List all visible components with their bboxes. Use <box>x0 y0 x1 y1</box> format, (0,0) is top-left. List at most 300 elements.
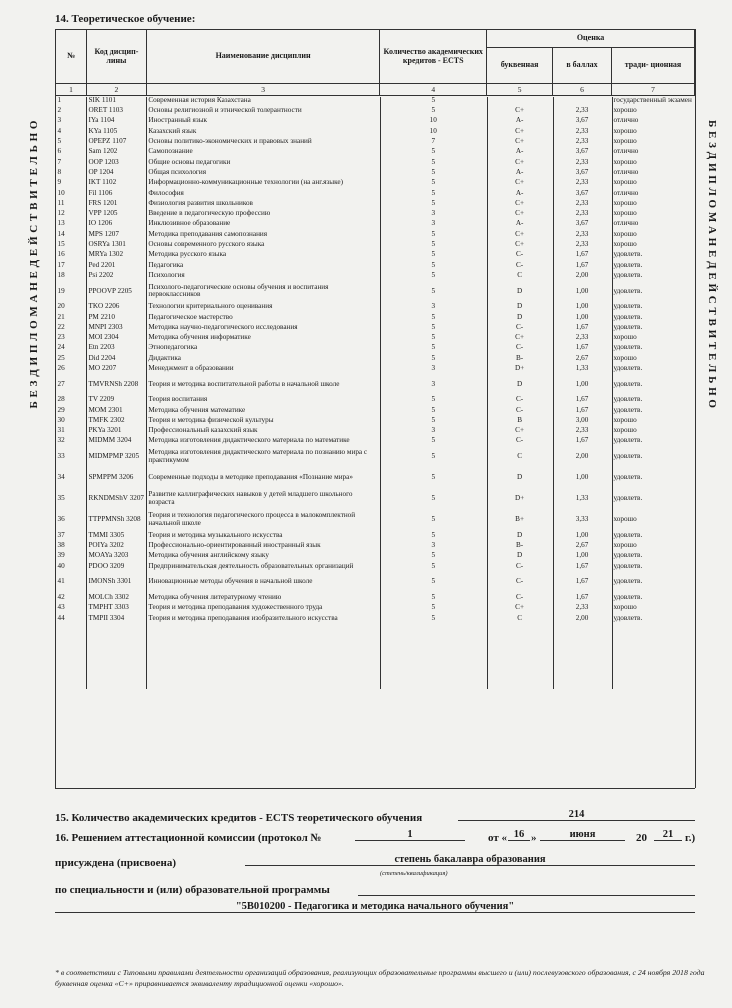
row-credits: 5 <box>431 603 436 612</box>
program-value: "5В010200 - Педагогика и методика начального обучения" <box>55 901 695 913</box>
degree-caption: (степень/квалификация) <box>380 870 448 877</box>
row-points: 2,33 <box>575 106 589 115</box>
row-points: 2,00 <box>575 613 589 622</box>
row-name: Теория и методика преподавания художественного труда <box>148 603 323 612</box>
row-traditional-grade: удовлетв. <box>613 577 643 586</box>
row-name: Общая психология <box>148 167 207 176</box>
row-points: 2,33 <box>575 229 589 238</box>
row-name: Теория воспитания <box>148 395 208 404</box>
header-index: 2 <box>86 84 146 96</box>
side-warning-left: Б Е З Д И П Л О М А Н Е Д Е Й С Т В И Т Е Л Ь Н О <box>28 120 40 409</box>
row-code: TMPHT 3303 <box>88 603 129 612</box>
row-name: Методика русского языка <box>148 250 227 259</box>
table-row <box>56 302 695 312</box>
row-number: 36 <box>57 515 65 524</box>
row-letter-grade: C+ <box>515 178 525 187</box>
table-row <box>56 322 695 332</box>
row-traditional-grade: удовлетв. <box>613 551 643 560</box>
specialty-line <box>358 881 695 896</box>
row-credits: 5 <box>431 577 436 586</box>
row-code: MOLCh 3302 <box>88 592 129 601</box>
row-credits: 3 <box>431 379 436 388</box>
header-code: Код дисцип- лины <box>86 30 146 84</box>
table-row <box>56 312 695 322</box>
row-points: 3,33 <box>575 515 589 524</box>
row-traditional-grade: удовлетв. <box>613 395 643 404</box>
header-letter: буквенная <box>487 48 553 84</box>
table-row <box>56 137 695 147</box>
row-code: Fil 1106 <box>88 188 113 197</box>
row-name: Методика преподавания самопознания <box>148 229 268 238</box>
row-name: Теория и методика преподавания изобразительного искусства <box>148 613 338 622</box>
header-index: 7 <box>611 84 694 96</box>
row-points: 1,67 <box>575 250 589 259</box>
header-credits: Количество академических кредитов - ECTS <box>380 30 487 84</box>
row-points: 1,33 <box>575 363 589 372</box>
row-name: Методика обучения литературному чтению <box>148 592 282 601</box>
row-letter-grade: C+ <box>515 240 525 249</box>
row-letter-grade: C+ <box>515 209 525 218</box>
row-traditional-grade: хорошо <box>613 209 637 218</box>
header-grade: Оценка <box>487 30 695 48</box>
row-points: 2,33 <box>575 333 589 342</box>
row-traditional-grade: удовлетв. <box>613 379 643 388</box>
row-traditional-grade: хорошо <box>613 333 637 342</box>
table-row <box>56 395 695 405</box>
table-row <box>56 541 695 551</box>
row-points: 2,33 <box>575 209 589 218</box>
row-letter-grade: C <box>517 452 522 461</box>
row-name: Теория и методика физической культуры <box>148 415 274 424</box>
row-letter-grade <box>487 96 553 106</box>
row-number: 13 <box>57 219 65 228</box>
row-number: 6 <box>57 147 62 156</box>
date-day-close: » <box>531 832 537 844</box>
row-points: 1,67 <box>575 561 589 570</box>
row-code: MPS 1207 <box>88 229 119 238</box>
row-code: Did 2204 <box>88 353 116 362</box>
table-row <box>56 96 695 106</box>
row-letter-grade: C- <box>516 561 524 570</box>
table-row <box>56 488 695 509</box>
row-credits: 5 <box>431 613 436 622</box>
row-traditional-grade: хорошо <box>613 603 637 612</box>
row-traditional-grade: удовлетв. <box>613 312 643 321</box>
row-number: 28 <box>57 395 65 404</box>
row-credits: 5 <box>431 270 436 279</box>
table-row <box>56 240 695 250</box>
row-credits: 5 <box>431 395 436 404</box>
row-name: Дидактика <box>148 353 181 362</box>
row-traditional-grade: удовлетв. <box>613 250 643 259</box>
row-traditional-grade: удовлетв. <box>613 473 643 482</box>
row-code: MRYa 1302 <box>88 250 124 259</box>
row-traditional-grade: удовлетв. <box>613 270 643 279</box>
row-credits: 5 <box>431 312 436 321</box>
row-credits: 5 <box>431 260 436 269</box>
row-name: Методика обучения информатике <box>148 333 251 342</box>
row-traditional-grade: хорошо <box>613 198 637 207</box>
table-row <box>56 561 695 571</box>
row-traditional-grade: хорошо <box>613 229 637 238</box>
row-name: Предпринимательская деятельность образовательных организаций <box>148 561 354 570</box>
row-name: Теория и технология педагогического процесса в малокомплектной начальной школе <box>148 511 356 527</box>
row-points: 1,67 <box>575 343 589 352</box>
table-row <box>56 405 695 415</box>
row-traditional-grade: удовлетв. <box>613 561 643 570</box>
row-code: ORET 1103 <box>88 106 123 115</box>
table-row <box>56 436 695 446</box>
row-number: 42 <box>57 592 65 601</box>
row-number: 43 <box>57 603 65 612</box>
table-row <box>56 416 695 426</box>
row-letter-grade: D <box>517 302 523 311</box>
row-letter-grade: B- <box>516 353 524 362</box>
row-traditional-grade: хорошо <box>613 541 637 550</box>
row-number: 10 <box>57 188 65 197</box>
row-number: 7 <box>57 157 62 166</box>
row-name: Методика обучения математике <box>148 405 246 414</box>
row-name: Основы политико-экономических и правовых знаний <box>148 137 312 146</box>
row-name: Технологии критериального оценивания <box>148 302 273 311</box>
table-row <box>56 353 695 363</box>
row-credits: 3 <box>431 426 436 435</box>
row-code: OP 1204 <box>88 167 114 176</box>
row-letter-grade: D+ <box>514 363 525 372</box>
row-traditional-grade: хорошо <box>613 415 637 424</box>
row-letter-grade: C+ <box>515 333 525 342</box>
row-traditional-grade: удовлетв. <box>613 592 643 601</box>
row-points: 1,67 <box>575 592 589 601</box>
row-code: Psi 2202 <box>88 270 114 279</box>
row-number: 33 <box>57 452 65 461</box>
table-row <box>56 157 695 167</box>
header-index: 6 <box>553 84 612 96</box>
row-traditional-grade: удовлетв. <box>613 260 643 269</box>
row-points: 1,00 <box>575 530 589 539</box>
row-points: 3,00 <box>575 415 589 424</box>
row-name: Иностранный язык <box>148 116 208 125</box>
row-code: VPP 1205 <box>88 209 118 218</box>
row-code: PDOO 3209 <box>88 561 125 570</box>
row-name: Психолого-педагогические основы обучения и воспитания первоклассников <box>148 282 329 299</box>
row-name: Методика научно-педагогического исследования <box>148 322 298 331</box>
header-points: в баллах <box>553 48 612 84</box>
row-credits: 3 <box>431 219 436 228</box>
row-letter-grade: B- <box>516 541 524 550</box>
row-credits: 5 <box>431 322 436 331</box>
row-name: Физиология развития школьников <box>148 198 253 207</box>
table-row <box>56 147 695 157</box>
table-row <box>56 613 695 623</box>
table-row <box>56 116 695 126</box>
row-name: Введение в педагогическую профессию <box>148 209 271 218</box>
side-warning-right: Б Е З Д И П Л О М А Н Е Д Е Й С Т В И Т Е Л Ь Н О <box>706 120 718 409</box>
table-row <box>56 551 695 561</box>
row-letter-grade: C- <box>516 436 524 445</box>
row-code: PM 2210 <box>88 312 115 321</box>
row-code: MOI 2304 <box>88 333 119 342</box>
table-row <box>56 572 695 593</box>
row-code: MNPI 2303 <box>88 322 123 331</box>
row-points: 2,33 <box>575 240 589 249</box>
table-row <box>56 364 695 374</box>
row-credits: 5 <box>431 415 436 424</box>
table-row <box>56 209 695 219</box>
date-year: 21 <box>654 829 682 841</box>
row-letter-grade: C- <box>516 250 524 259</box>
table-row <box>56 178 695 188</box>
row-code: TKO 2206 <box>88 302 120 311</box>
row-name: Инновационные методы обучения в начальной школе <box>148 577 313 586</box>
row-credits: 3 <box>431 209 436 218</box>
row-number: 18 <box>57 270 65 279</box>
row-letter-grade: C- <box>516 405 524 414</box>
row-number: 11 <box>57 198 65 207</box>
row-traditional-grade: отлично <box>613 116 639 125</box>
row-name: Самопознание <box>148 147 193 156</box>
row-letter-grade: D <box>517 379 523 388</box>
table-row <box>56 593 695 603</box>
row-credits: 5 <box>431 147 436 156</box>
row-name: Методика изготовления дидактического материала по математике <box>148 436 350 445</box>
row-points: 2,00 <box>575 270 589 279</box>
row-name: Профессиональный казахский язык <box>148 426 258 435</box>
row-points: 1,33 <box>575 494 589 503</box>
row-name: Основы религиозной и этнической толерантности <box>148 106 302 115</box>
row-credits: 5 <box>431 229 436 238</box>
row-letter-grade: C <box>517 270 522 279</box>
row-number: 39 <box>57 551 65 560</box>
row-number: 38 <box>57 541 65 550</box>
row-points: 1,00 <box>575 312 589 321</box>
specialty-label: по специальности и (или) образовательной программы <box>55 884 330 896</box>
row-points: 1,00 <box>575 473 589 482</box>
row-code: MO 2207 <box>88 363 117 372</box>
row-letter-grade: C+ <box>515 229 525 238</box>
row-traditional-grade: удовлетв. <box>613 343 643 352</box>
row-number: 30 <box>57 415 65 424</box>
row-code: TMFK 2302 <box>88 415 125 424</box>
grades-body <box>56 96 695 624</box>
credits-value: 214 <box>458 809 695 821</box>
row-code: KYa 1105 <box>88 126 118 135</box>
row-number: 5 <box>57 137 62 146</box>
row-number: 25 <box>57 353 65 362</box>
row-name: Методика обучения английскому языку <box>148 551 269 560</box>
row-number: 8 <box>57 167 62 176</box>
date-from-label: от « <box>488 832 508 844</box>
row-letter-grade: C- <box>516 343 524 352</box>
row-number: 12 <box>57 209 65 218</box>
year-prefix: 20 <box>636 832 647 844</box>
row-points: 2,33 <box>575 178 589 187</box>
row-number: 16 <box>57 250 65 259</box>
table-row <box>56 271 695 281</box>
row-code: FRS 1201 <box>88 198 118 207</box>
table-row <box>56 446 695 467</box>
row-traditional-grade: хорошо <box>613 178 637 187</box>
row-points: 3,67 <box>575 188 589 197</box>
row-credits: 5 <box>431 515 436 524</box>
row-traditional-grade: хорошо <box>613 426 637 435</box>
row-name: Казахский язык <box>148 126 197 135</box>
row-traditional-grade: хорошо <box>613 353 637 362</box>
row-number: 40 <box>57 561 65 570</box>
row-name: Менеджмент в образовании <box>148 363 234 372</box>
row-number: 41 <box>57 577 65 586</box>
table-row <box>56 374 695 395</box>
header-index: 5 <box>487 84 553 96</box>
row-letter-grade: C+ <box>515 106 525 115</box>
row-number: 27 <box>57 379 65 388</box>
row-letter-grade: A- <box>515 219 524 228</box>
row-code: SIK 1101 <box>88 96 116 105</box>
table-row <box>56 603 695 613</box>
row-credits: 10 <box>429 126 437 135</box>
row-letter-grade: B+ <box>515 515 525 524</box>
row-traditional-grade: удовлетв. <box>613 613 643 622</box>
row-points: 2,67 <box>575 353 589 362</box>
row-traditional-grade: удовлетв. <box>613 302 643 311</box>
row-credits: 5 <box>431 198 436 207</box>
row-traditional-grade: отлично <box>613 147 639 156</box>
row-letter-grade: C <box>517 613 522 622</box>
row-code: Ped 2201 <box>88 260 116 269</box>
date-day: 16 <box>508 829 530 841</box>
table-row <box>56 333 695 343</box>
row-credits: 5 <box>431 494 436 503</box>
row-credits: 5 <box>431 286 436 295</box>
row-letter-grade: C+ <box>515 426 525 435</box>
row-credits: 3 <box>431 302 436 311</box>
row-number: 26 <box>57 363 65 372</box>
row-points: 2,33 <box>575 603 589 612</box>
row-number: 31 <box>57 426 65 435</box>
row-number: 17 <box>57 260 65 269</box>
row-code: Etn 2203 <box>88 343 115 352</box>
row-credits: 5 <box>431 250 436 259</box>
row-number: 23 <box>57 333 65 342</box>
row-name: Развитие каллиграфических навыков у детей младшего школьного возраста <box>148 490 353 506</box>
row-credits: 5 <box>431 436 436 445</box>
row-code: TMVRNSh 2208 <box>88 379 139 388</box>
row-name: Инклюзивное образование <box>148 219 231 228</box>
row-credits: 7 <box>431 137 436 146</box>
row-number: 15 <box>57 240 65 249</box>
row-credits: 5 <box>431 592 436 601</box>
table-row <box>56 168 695 178</box>
row-letter-grade: A- <box>515 167 524 176</box>
row-number: 35 <box>57 494 65 503</box>
row-points: 1,67 <box>575 405 589 414</box>
row-letter-grade: C- <box>516 592 524 601</box>
row-points: 2,33 <box>575 126 589 135</box>
row-name: Современные подходы в методике преподавания «Познание мира» <box>148 473 353 482</box>
row-credits: 5 <box>431 561 436 570</box>
row-letter-grade: D <box>517 551 523 560</box>
row-code: TMPII 3304 <box>88 613 125 622</box>
row-points: 1,67 <box>575 436 589 445</box>
row-letter-grade: C- <box>516 395 524 404</box>
row-name: Педагогическое мастерство <box>148 312 233 321</box>
row-number: 21 <box>57 312 65 321</box>
row-credits: 5 <box>431 96 436 105</box>
protocol-number: 1 <box>355 829 465 841</box>
row-name: Общие основы педагогики <box>148 157 231 166</box>
row-traditional-grade: хорошо <box>613 515 637 524</box>
row-traditional-grade: удовлетв. <box>613 452 643 461</box>
row-letter-grade: C- <box>516 260 524 269</box>
row-letter-grade: D <box>517 312 523 321</box>
row-number: 2 <box>57 106 62 115</box>
row-points: 2,00 <box>575 452 589 461</box>
row-letter-grade: C+ <box>515 157 525 166</box>
row-number: 20 <box>57 302 65 311</box>
row-traditional-grade: хорошо <box>613 240 637 249</box>
table-row <box>56 219 695 229</box>
table-row <box>56 106 695 116</box>
row-number: 19 <box>57 286 65 295</box>
row-credits: 5 <box>431 106 436 115</box>
row-code: OOP 1203 <box>88 157 119 166</box>
row-letter-grade: A- <box>515 188 524 197</box>
table-row <box>56 250 695 260</box>
row-letter-grade: C+ <box>515 137 525 146</box>
row-points: 2,33 <box>575 137 589 146</box>
row-name: Этнопедагогика <box>148 343 198 352</box>
row-credits: 5 <box>431 353 436 362</box>
table-row <box>56 229 695 239</box>
row-points: 3,67 <box>575 219 589 228</box>
row-code: IKT 1102 <box>88 178 117 187</box>
row-name: Психология <box>148 270 185 279</box>
row-code: PKYa 3201 <box>88 426 122 435</box>
row-points: 1,67 <box>575 577 589 586</box>
year-suffix: г.) <box>685 832 696 844</box>
row-points: 2,33 <box>575 157 589 166</box>
row-credits: 5 <box>431 405 436 414</box>
row-credits: 5 <box>431 240 436 249</box>
decision-label: 16. Решением аттестационной комиссии (протокол № <box>55 832 322 844</box>
row-code: MIDMPMP 3205 <box>88 452 140 461</box>
row-traditional-grade: удовлетв. <box>613 322 643 331</box>
table-row <box>56 467 695 488</box>
grades-table <box>55 29 695 623</box>
row-code: OSRYa 1301 <box>88 240 126 249</box>
row-code: PPOOVP 2205 <box>88 286 132 295</box>
row-points: 2,67 <box>575 541 589 550</box>
table-row <box>56 426 695 436</box>
row-points: 1,67 <box>575 395 589 404</box>
row-points: 1,00 <box>575 302 589 311</box>
row-name: Методика изготовления дидактического материала по познанию мира с практикумом <box>148 448 368 464</box>
row-number: 44 <box>57 613 65 622</box>
frame-bottom <box>55 788 695 789</box>
row-credits: 5 <box>431 333 436 342</box>
table-row <box>56 530 695 540</box>
row-traditional-grade: государственный экзамен <box>613 96 692 105</box>
row-code: IMONSh 3301 <box>88 577 132 586</box>
row-code: OPEPZ 1107 <box>88 137 127 146</box>
row-letter-grade: C- <box>516 577 524 586</box>
row-points: 1,00 <box>575 551 589 560</box>
row-code: IYa 1104 <box>88 116 115 125</box>
table-row <box>56 281 695 302</box>
row-traditional-grade: отлично <box>613 219 639 228</box>
row-points: 1,00 <box>575 286 589 295</box>
row-number: 3 <box>57 116 62 125</box>
